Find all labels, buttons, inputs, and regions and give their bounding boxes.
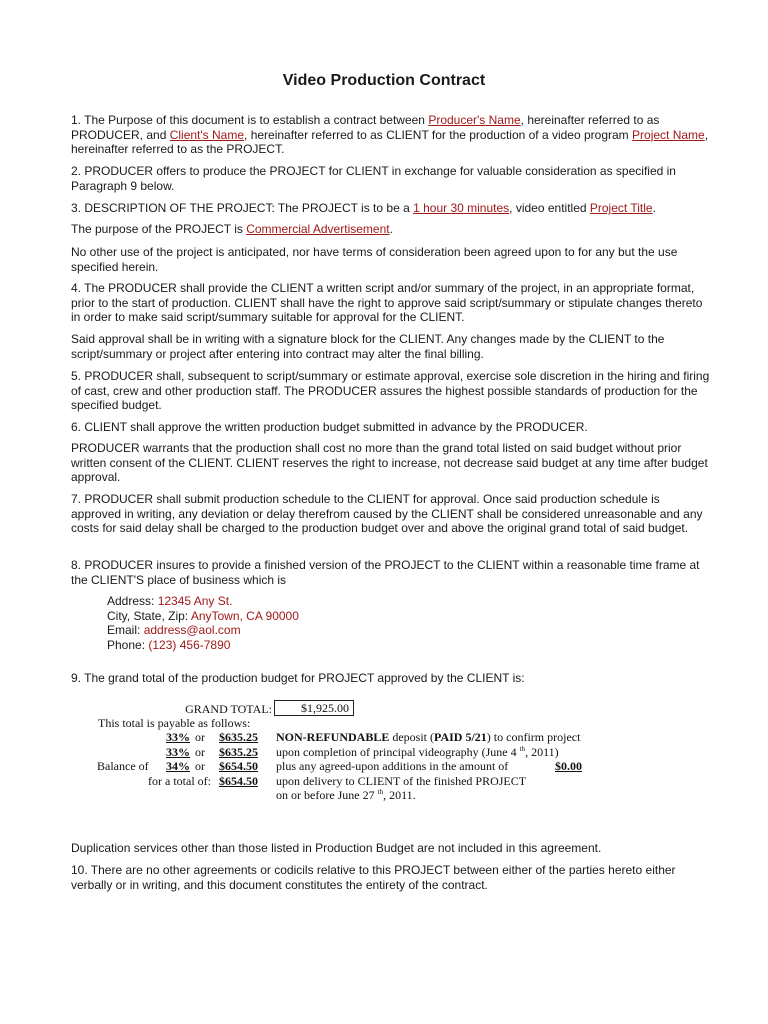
- row4-desc2-a: on or before June 27: [276, 788, 375, 802]
- paragraph-9: 9. The grand total of the production budget for PROJECT approved by the CLIENT is:: [71, 671, 525, 685]
- row1-description: [276, 730, 580, 745]
- address-value[interactable]: 12345 Any St.: [157, 594, 233, 608]
- row1-desc-a: deposit (: [389, 730, 435, 744]
- city-value[interactable]: AnyTown, CA 90000: [190, 608, 299, 623]
- row3-additions-amount[interactable]: $0.00: [555, 759, 582, 773]
- row2-or: or: [195, 745, 205, 759]
- grand-total-label: GRAND TOTAL:: [185, 702, 272, 716]
- row4-label: for a total of:: [148, 774, 211, 788]
- row2-amount: $635.25: [219, 745, 258, 759]
- row4-desc2-b: , 2011.: [383, 788, 416, 802]
- page-title: Video Production Contract: [282, 72, 486, 89]
- paragraph-6-warranty: PRODUCER warrants that the production shall cost no more than the grand total listed on said budget without prior written consent of the CLIENT. CLIENT reserves the right to increase, not decrease said budget at any time after budget approval.: [71, 441, 708, 485]
- row3-label: Balance of: [97, 759, 149, 773]
- row2-sup: th: [519, 745, 526, 753]
- p3-text-a: 3. DESCRIPTION OF THE PROJECT: The PROJECT is to be a: [71, 201, 414, 215]
- city-line: [107, 609, 507, 624]
- row4-sup: th: [377, 788, 384, 796]
- paragraph-4-approval: Said approval shall be in writing with a signature block for the CLIENT. Any changes made by the CLIENT to the script/summary or project after entering into contract may alter the final billing.: [71, 332, 665, 361]
- row4-amount: $654.50: [219, 774, 258, 788]
- grand-total-value[interactable]: $1,925.00: [274, 700, 354, 716]
- paragraph-3-usage: No other use of the project is anticipated, nor have terms of consideration been agreed upon to for any but the use specified herein.: [71, 245, 678, 274]
- paragraph-7: 7. PRODUCER shall submit production schedule to the CLIENT for approval. Once said production schedule is approved in writing, any deviation or delay therefrom caused by the CLIENT shall be considered unreasonable and any costs for said delay shall be charged to the production budget over and above the original grand total of said budget.: [71, 492, 703, 536]
- p3-text-c: .: [652, 201, 656, 215]
- row1-amount: $635.25: [219, 730, 258, 744]
- p1-text-a: 1. The Purpose of this document is to establish a contract between: [71, 113, 429, 127]
- row3-description: plus any agreed-upon additions in the amount of: [276, 759, 509, 773]
- paragraph-10: 10. There are no other agreements or codicils relative to this PROJECT between either of the parties hereto either verbally or in writing, and this document constitutes the entirety of the contract.: [71, 863, 676, 892]
- purpose-field[interactable]: Commercial Advertisement: [246, 222, 390, 236]
- p3b-text-b: .: [389, 222, 393, 236]
- project-name-field[interactable]: Project Name: [632, 127, 705, 142]
- row1-percent: 33%: [166, 730, 190, 744]
- paragraph-2: 2. PRODUCER offers to produce the PROJECT for CLIENT in exchange for valuable consideration as specified in Paragraph 9 below.: [71, 164, 676, 193]
- paragraph-1: [71, 113, 711, 157]
- payable-label: This total is payable as follows:: [98, 716, 251, 730]
- row4-description: upon delivery to CLIENT of the finished PROJECT: [276, 774, 527, 788]
- city-label: City, State, Zip:: [107, 608, 191, 623]
- paragraph-6: 6. CLIENT shall approve the written production budget submitted in advance by the PRODUCER.: [71, 420, 588, 434]
- address-line: [107, 594, 507, 609]
- row1-or: or: [195, 730, 205, 744]
- producer-name-field[interactable]: Producer's Name: [428, 113, 521, 127]
- p3-text-b: , video entitled: [509, 201, 590, 215]
- project-title-field[interactable]: Project Title: [589, 201, 653, 215]
- row3-or: or: [195, 759, 205, 773]
- email-label: Email:: [107, 623, 144, 638]
- row1-desc-b: ) to confirm project: [486, 730, 581, 744]
- p1-text-c: , hereinafter referred to as CLIENT for the production of a video program: [244, 127, 633, 142]
- client-name-field[interactable]: Client's Name: [169, 127, 245, 142]
- phone-value[interactable]: (123) 456-7890: [148, 637, 231, 652]
- p1-text-b: , hereinafter referred to as PRODUCER, and: [71, 113, 660, 142]
- address-label: Address:: [107, 594, 158, 608]
- duplication-note: Duplication services other than those listed in Production Budget are not included in this agreement.: [71, 841, 602, 855]
- duration-field[interactable]: 1 hour 30 minutes: [413, 201, 510, 215]
- row2-description: [276, 745, 559, 760]
- paragraph-3-purpose: [71, 222, 711, 237]
- phone-line: [107, 638, 507, 653]
- p3b-text-a: The purpose of the PROJECT is: [71, 222, 247, 236]
- row1-nonrefundable: NON-REFUNDABLE: [276, 730, 390, 744]
- paragraph-8: 8. PRODUCER insures to provide a finished version of the PROJECT to the CLIENT within a reasonable time frame at the CLIENT'S place of business which is: [71, 558, 700, 587]
- row2-percent: 33%: [166, 745, 190, 759]
- row3-percent: 34%: [166, 759, 190, 773]
- row1-paid: PAID 5/21: [434, 730, 487, 744]
- phone-label: Phone:: [107, 637, 149, 652]
- email-line: [107, 623, 507, 638]
- paragraph-5: 5. PRODUCER shall, subsequent to script/summary or estimate approval, exercise sole discretion in the hiring and firing of cast, crew and other production staff. The PRODUCER assures the highest possible standards of production for the specified budget.: [71, 369, 710, 413]
- address-block: [107, 594, 507, 652]
- row4-description-2: [276, 788, 416, 803]
- row3-amount: $654.50: [219, 759, 258, 773]
- paragraph-4: 4. The PRODUCER shall provide the CLIENT a written script and/or summary of the project, in an appropriate format, prior to the start of production. CLIENT shall have the right to approve said script/summary or stipulate changes thereto in order to make said script/summary suitable for approval for the CLIENT.: [71, 281, 703, 325]
- row2-desc-a: upon completion of principal videography (June 4: [276, 745, 517, 759]
- paragraph-3: [71, 201, 711, 216]
- email-value[interactable]: address@aol.com: [143, 623, 241, 638]
- row2-desc-b: , 2011): [525, 745, 559, 759]
- p1-text-d: , hereinafter referred to as the PROJECT.: [71, 127, 709, 157]
